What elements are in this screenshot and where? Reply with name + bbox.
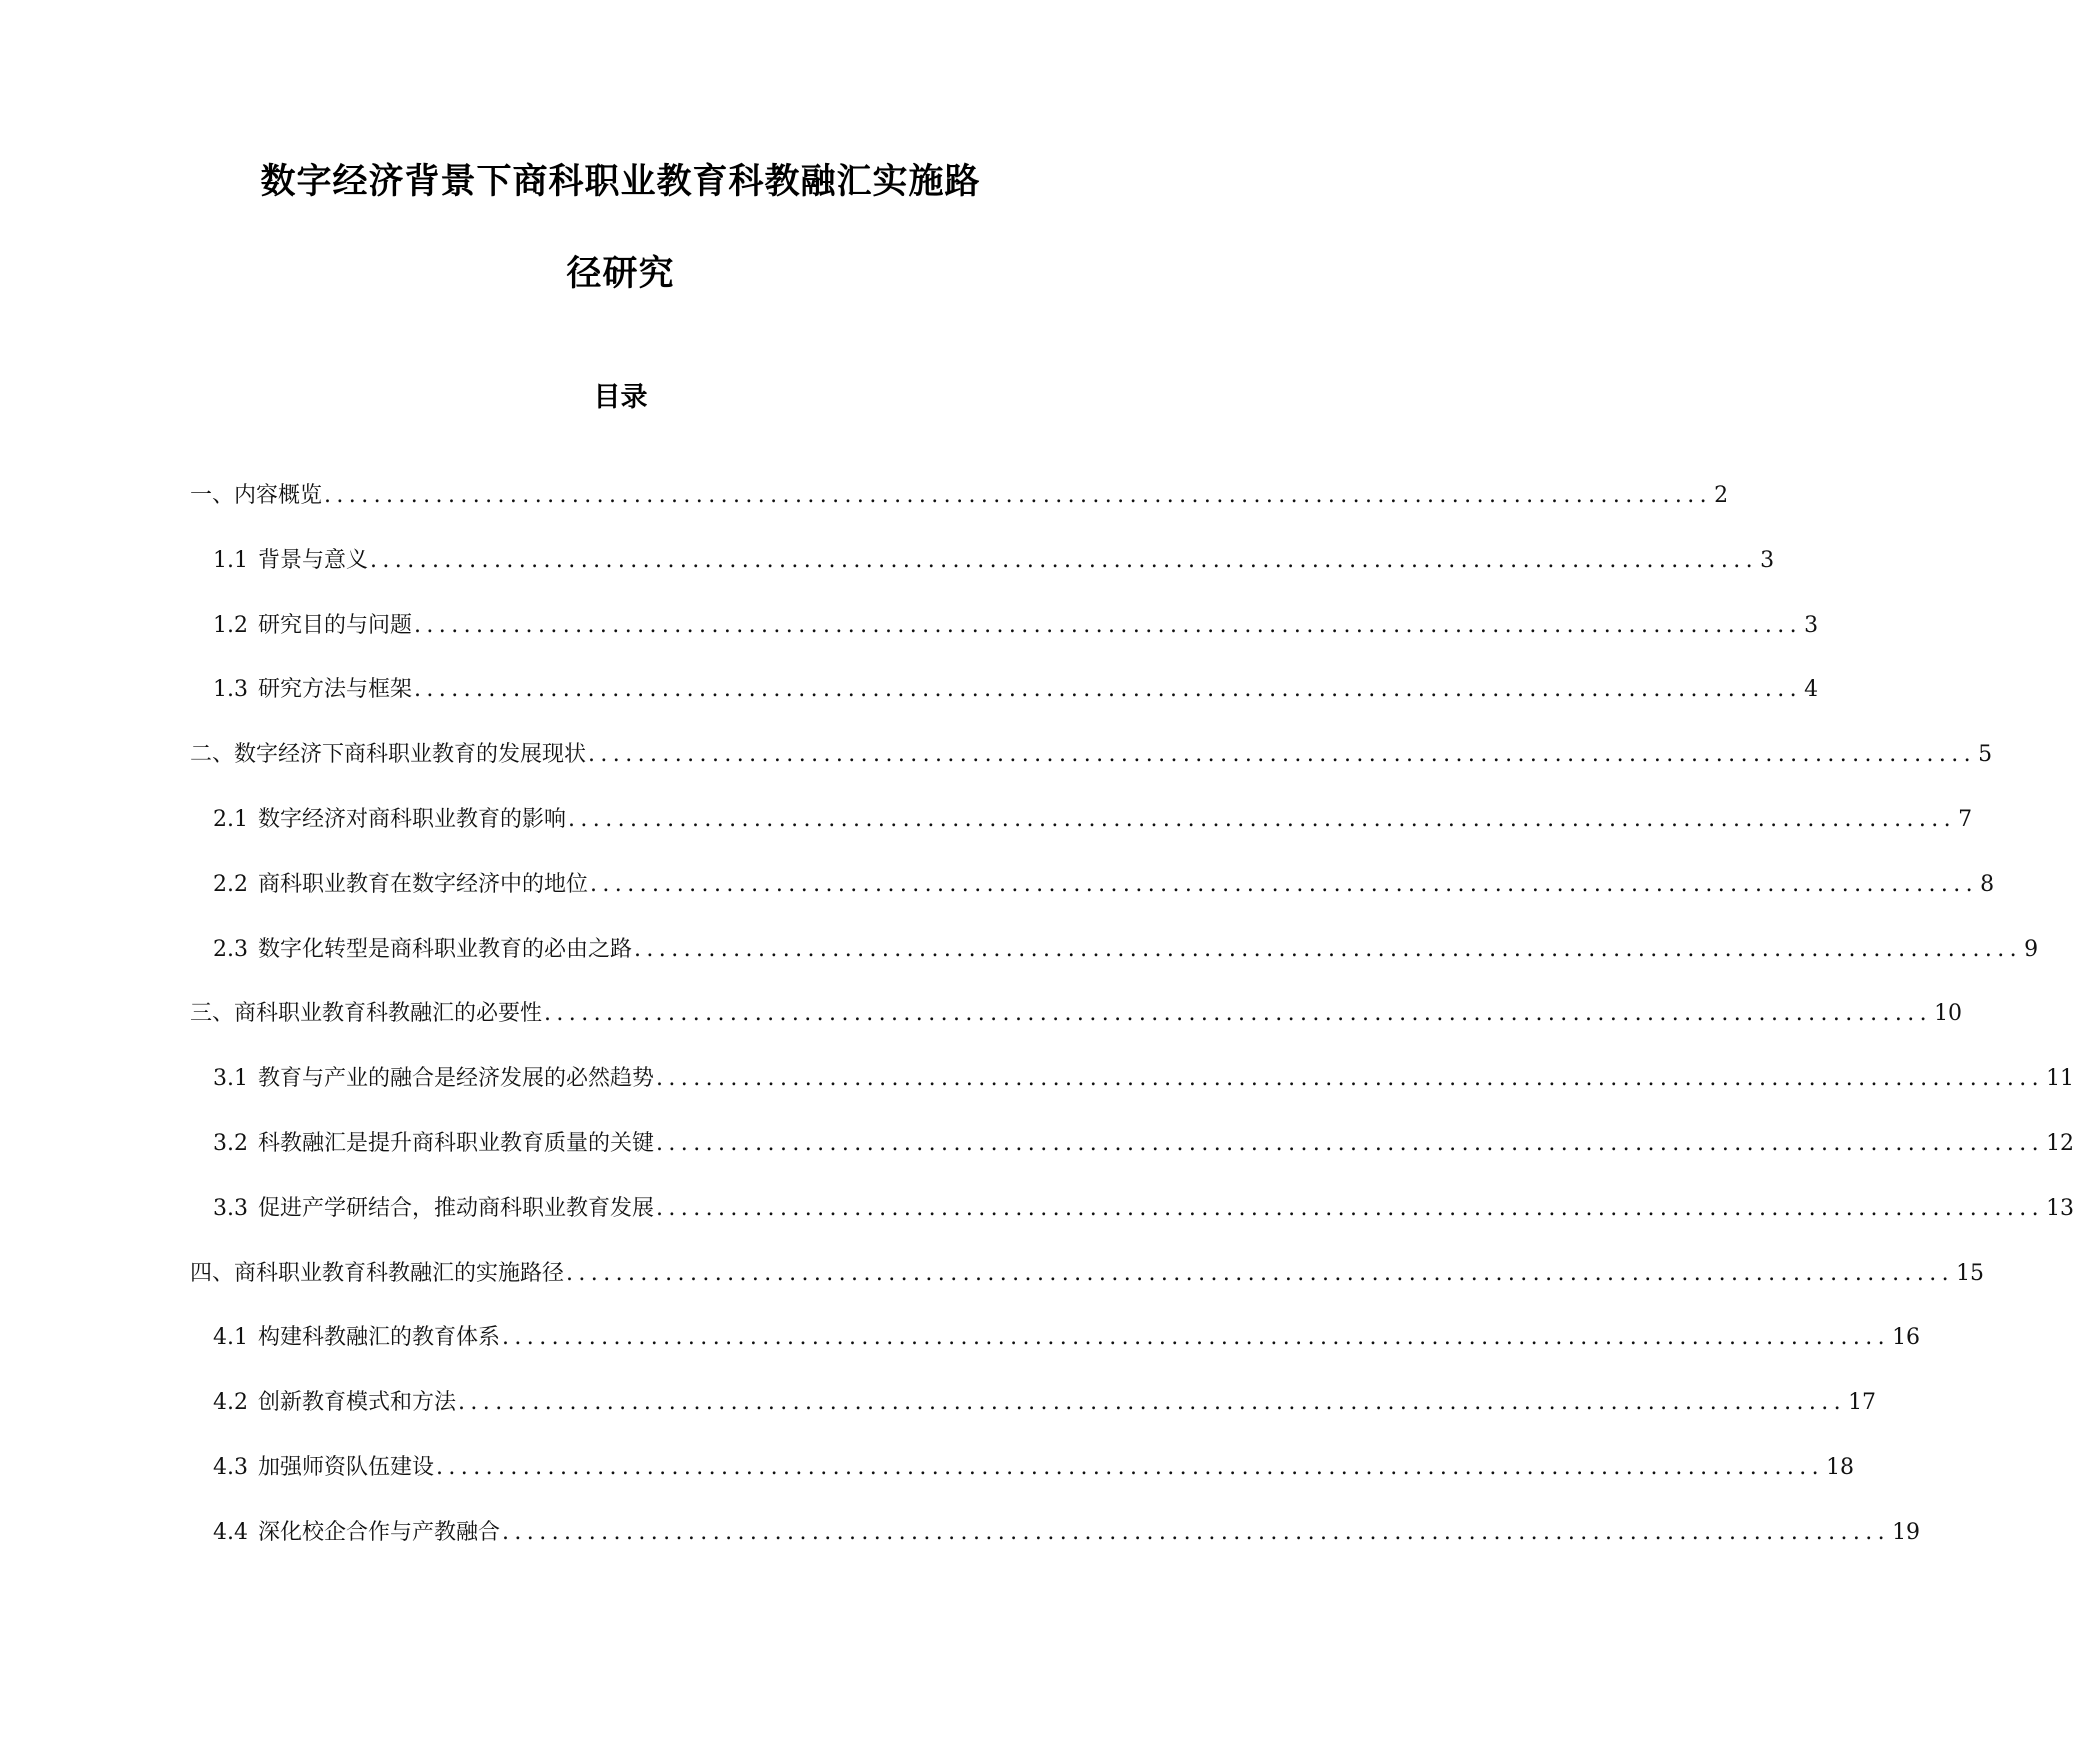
table-of-contents: [0, 480, 2074, 1582]
toc-entry-number: 2.2: [213, 871, 248, 897]
toc-entry-number: 1.1: [213, 547, 248, 573]
toc-entry-page-number: 4: [1804, 677, 1819, 703]
toc-dot-leader: ................................................................................................................: [370, 547, 1759, 573]
toc-entry[interactable]: [0, 1322, 1921, 1387]
toc-entry[interactable]: [0, 545, 1775, 610]
toc-dot-leader: ................................................................................................................: [568, 806, 1957, 832]
toc-dot-leader: ................................................................................................................: [414, 677, 1803, 703]
toc-entry-title: 创新教育模式和方法: [258, 1390, 457, 1416]
toc-entry[interactable]: [0, 1193, 2074, 1258]
toc-entry-page-number: 10: [1934, 1001, 1963, 1027]
toc-entry-page-number: 18: [1826, 1454, 1855, 1480]
toc-dot-leader: ................................................................................................................: [634, 936, 2023, 962]
toc-dot-leader: ................................................................................................................: [544, 1001, 1933, 1027]
toc-entry[interactable]: [0, 934, 2039, 999]
toc-entry-page-number: 7: [1958, 806, 1973, 832]
toc-entry[interactable]: [0, 480, 1729, 545]
toc-entry-title: 一、内容概览: [190, 483, 323, 508]
toc-entry-title: 研究目的与问题: [258, 612, 413, 638]
toc-entry-title: 二、数字经济下商科职业教育的发展现状: [190, 742, 587, 768]
toc-entry-title: 四、商科职业教育科教融汇的实施路径: [190, 1260, 565, 1286]
toc-entry-page-number: 3: [1760, 547, 1775, 573]
toc-entry-title: 三、商科职业教育科教融汇的必要性: [190, 1001, 543, 1027]
toc-entry-title: 数字经济对商科职业教育的影响: [258, 806, 567, 832]
toc-entry-page-number: 13: [2046, 1195, 2074, 1221]
toc-dot-leader: ................................................................................................................: [502, 1325, 1891, 1351]
document-title: [0, 136, 1241, 320]
toc-entry[interactable]: [0, 998, 1963, 1063]
toc-entry[interactable]: [0, 674, 1819, 739]
toc-entry-number: 1.2: [213, 612, 248, 638]
toc-entry-number: 3.2: [213, 1130, 248, 1156]
toc-entry-title: 科教融汇是提升商科职业教育质量的关键: [258, 1130, 655, 1156]
toc-heading: 目录: [593, 382, 648, 413]
toc-entry-number: 4.4: [213, 1519, 248, 1545]
toc-dot-leader: ................................................................................................................: [502, 1519, 1891, 1545]
toc-entry[interactable]: [0, 1063, 2074, 1128]
toc-entry-number: 1.3: [213, 677, 248, 703]
toc-entry-number: 3.1: [213, 1066, 248, 1092]
toc-entry[interactable]: [0, 610, 1819, 675]
toc-entry-page-number: 15: [1956, 1260, 1985, 1286]
title-line-2: 径研究: [566, 254, 675, 294]
toc-entry[interactable]: [0, 804, 1973, 869]
toc-entry-page-number: 11: [2046, 1066, 2074, 1092]
toc-entry[interactable]: [0, 1452, 1855, 1517]
toc-entry[interactable]: [0, 739, 1993, 804]
toc-entry-number: 2.3: [213, 936, 248, 962]
toc-dot-leader: ................................................................................................................: [588, 742, 1977, 768]
toc-entry-number: 4.2: [213, 1390, 248, 1416]
toc-dot-leader: ................................................................................................................: [324, 483, 1713, 508]
toc-entry-page-number: 9: [2024, 936, 2039, 962]
toc-dot-leader: ................................................................................................................: [590, 871, 1979, 897]
toc-entry-page-number: 3: [1804, 612, 1819, 638]
toc-entry-number: 2.1: [213, 806, 248, 832]
toc-entry[interactable]: [0, 1517, 1921, 1582]
toc-entry-title: 加强师资队伍建设: [258, 1454, 435, 1480]
toc-entry[interactable]: [0, 1128, 2074, 1193]
toc-entry-page-number: 8: [1980, 871, 1995, 897]
toc-entry-number: 4.3: [213, 1454, 248, 1480]
toc-entry-page-number: 12: [2046, 1130, 2074, 1156]
toc-dot-leader: ................................................................................................................: [458, 1390, 1847, 1416]
title-line-1: 数字经济背景下商科职业教育科教融汇实施路: [260, 162, 981, 202]
toc-entry-page-number: 17: [1848, 1390, 1877, 1416]
toc-entry-title: 商科职业教育在数字经济中的地位: [258, 871, 589, 897]
toc-entry[interactable]: [0, 869, 1995, 934]
toc-entry-title: 教育与产业的融合是经济发展的必然趋势: [258, 1066, 655, 1092]
toc-entry[interactable]: [0, 1258, 1985, 1323]
toc-entry-number: 3.3: [213, 1195, 248, 1221]
toc-entry-number: 4.1: [213, 1325, 248, 1351]
toc-entry-title: 数字化转型是商科职业教育的必由之路: [258, 936, 633, 962]
toc-entry-page-number: 5: [1978, 742, 1993, 768]
toc-entry-title: 深化校企合作与产教融合: [258, 1519, 501, 1545]
toc-entry-title: 促进产学研结合，推动商科职业教育发展: [258, 1195, 655, 1221]
toc-dot-leader: ................................................................................................................: [566, 1260, 1955, 1286]
toc-entry-page-number: 2: [1714, 483, 1729, 508]
toc-entry-page-number: 19: [1892, 1519, 1921, 1545]
toc-entry[interactable]: [0, 1387, 1877, 1452]
toc-dot-leader: ................................................................................................................: [656, 1066, 2045, 1092]
toc-dot-leader: ................................................................................................................: [656, 1195, 2045, 1221]
toc-entry-title: 构建科教融汇的教育体系: [258, 1325, 501, 1351]
toc-entry-title: 背景与意义: [258, 547, 369, 573]
toc-dot-leader: ................................................................................................................: [656, 1130, 2045, 1156]
toc-entry-title: 研究方法与框架: [258, 677, 413, 703]
toc-dot-leader: ................................................................................................................: [414, 612, 1803, 638]
toc-dot-leader: ................................................................................................................: [436, 1454, 1825, 1480]
toc-entry-page-number: 16: [1892, 1325, 1921, 1351]
